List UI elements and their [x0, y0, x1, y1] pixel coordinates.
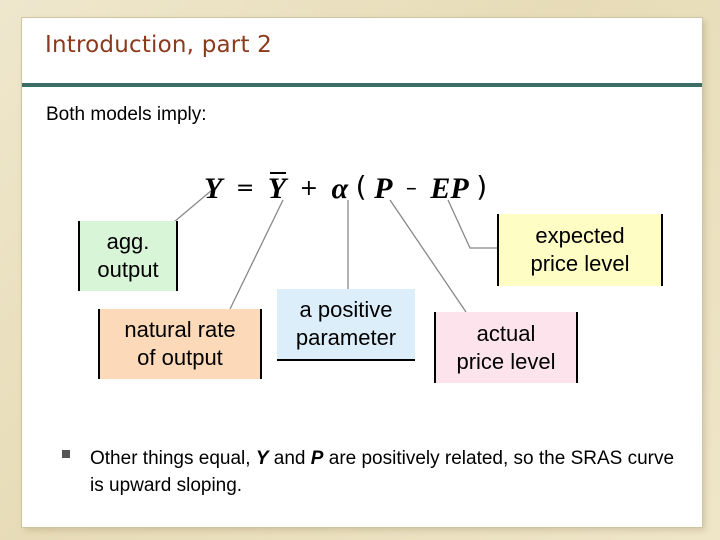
slide-title: Introduction, part 2 [45, 32, 273, 58]
bullet-text-pre: Other things equal, [90, 448, 256, 469]
natural-rate-line1: natural rate [124, 317, 236, 342]
agg-output-box [78, 221, 178, 291]
eq-natural-output-ybar: Y [267, 172, 287, 205]
actual-price-line1: actual [476, 320, 536, 346]
eq-plus: + [299, 176, 319, 201]
actual-price-line2: price level [456, 348, 556, 374]
expected-price-line1: expected [535, 223, 625, 248]
eq-output-y: Y [204, 172, 223, 205]
agg-output-line2: output [97, 257, 159, 282]
eq-open-paren: ( [355, 170, 367, 203]
connector-natural-rate [230, 200, 283, 309]
positive-parameter-box [277, 289, 415, 361]
expected-price-level-box [497, 214, 663, 286]
eq-close-paren: ) [476, 170, 488, 203]
agg-output-line1: agg. [106, 229, 150, 254]
positive-parameter-line1: a positive [299, 297, 393, 322]
bullet-y: Y [255, 448, 269, 469]
eq-equals: = [235, 176, 255, 201]
bullet-text-post: are positively related, so the SRAS curve is upward sloping. [90, 448, 675, 496]
eq-expected-price-ep: EP [430, 172, 469, 205]
sras-equation [204, 170, 487, 214]
eq-minus: – [405, 176, 417, 201]
bullet-square-icon [62, 450, 70, 458]
eq-price-p: P [374, 172, 393, 205]
actual-price-level-box [434, 312, 578, 383]
natural-rate-box [98, 309, 262, 379]
bullet-point [90, 445, 675, 499]
expected-price-line2: price level [530, 251, 630, 276]
positive-parameter-line2: parameter [295, 325, 397, 350]
slide-subtitle: Both models imply: [46, 104, 207, 125]
bullet-text-mid: and [268, 448, 311, 469]
eq-alpha: α [331, 172, 349, 205]
bullet-p: P [310, 448, 324, 469]
natural-rate-line2: of output [137, 345, 223, 370]
